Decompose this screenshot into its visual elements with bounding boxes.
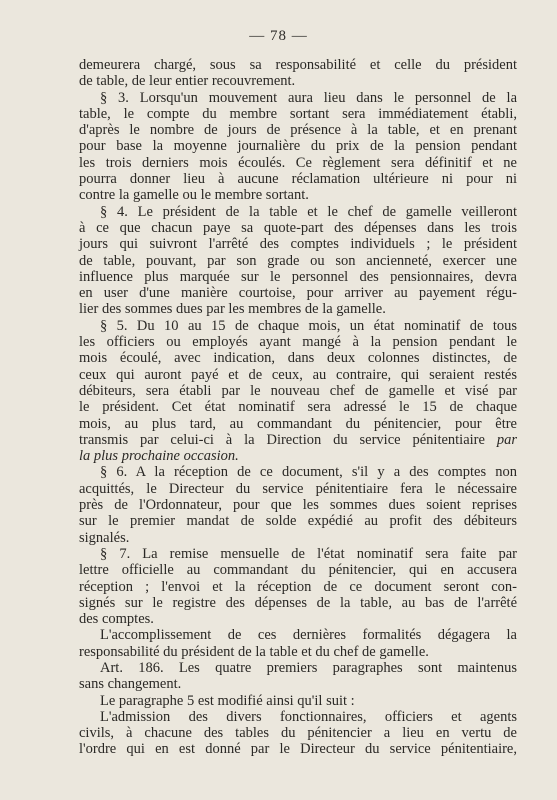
text-line: le président. Cet état nominatif sera adressé le 15 de chaque — [79, 399, 517, 416]
text-line: Le paragraphe 5 est modifié ainsi qu'il suit : — [100, 692, 355, 709]
text-line: mois écoulé, avec indication, dans deux colonnes distinctes, de — [79, 350, 517, 367]
text-line: responsabilité du président de la table et du chef de gamelle. — [79, 643, 429, 660]
text-line: près de l'Ordonnateur, pour que les sommes dues soient reprises — [79, 497, 517, 514]
text-line: sans changement. — [79, 676, 182, 693]
body-text — [79, 57, 517, 758]
text-line: influence plus marquée sur le personnel des pensionnaires, devra — [79, 268, 517, 285]
text-line: § 5. Du 10 au 15 de chaque mois, un état nominatif de tous — [100, 317, 517, 334]
text-line: § 4. Le président de la table et le chef de gamelle veilleront — [100, 203, 517, 220]
text-line: lettre officielle au commandant du pénitencier, qui en accusera — [79, 562, 517, 579]
text-line: les officiers ou employés ayant mangé à la pension pendant le — [79, 334, 517, 351]
text-line: les trois derniers mois écoulés. Ce règlement sera définitif et ne — [79, 154, 517, 171]
text-line: § 6. A la réception de ce document, s'il y a des comptes non — [100, 464, 517, 481]
text-line: d'après le nombre de jours de présence à la table, et en prenant — [79, 122, 517, 139]
text-line: table, le compte du membre sortant sera immédiatement établi, — [79, 105, 517, 122]
text-line: mois, au plus tard, au commandant du pénitencier, pour être — [79, 415, 517, 432]
text-line: civils, à chacune des tables du pénitencier a lieu en vertu de — [79, 725, 517, 742]
text-line: en user d'une manière courtoise, pour arriver au payement régu- — [79, 285, 517, 302]
text-line: L'admission des divers fonctionnaires, officiers et agents — [100, 708, 517, 725]
text-line: L'accomplissement de ces dernières formalités dégagera la — [100, 627, 517, 644]
text-line: contre la gamelle ou le membre sortant. — [79, 187, 309, 204]
text-line: débiteurs, sera établi par le nouveau chef de gamelle et visé par — [79, 382, 517, 399]
text-line: de table, pouvant, par son grade ou son ancienneté, exercer une — [79, 252, 517, 269]
text-line: l'ordre qui en est donné par le Directeur du service pénitentiaire, — [79, 741, 517, 758]
text-line: Art. 186. Les quatre premiers paragraphes sont maintenus — [100, 659, 517, 676]
text-line: sur le premier mandat de solde expédié au profit des débiteurs — [79, 513, 517, 530]
text-line: demeurera chargé, sous sa responsabilité et celle du président — [79, 57, 517, 73]
text-line: pourra donner lieu à aucune réclamation ultérieure ni pour ni — [79, 171, 517, 188]
text-line: § 7. La remise mensuelle de l'état nominatif sera faite par — [100, 545, 517, 562]
text-line: § 3. Lorsqu'un mouvement aura lieu dans le personnel de la — [100, 89, 517, 106]
text-line: acquittés, le Directeur du service pénitentiaire fera le nécessaire — [79, 480, 517, 497]
text-line: signalés. — [79, 529, 130, 546]
page-number: — 78 — — [249, 28, 308, 44]
text-line: lier des sommes dues par les membres de la gamelle. — [79, 301, 386, 318]
text-line: signés sur le registre des dépenses de la table, au bas de l'arrêté — [79, 594, 517, 611]
text-line: jours qui suivront l'arrêté des comptes individuels ; le président — [79, 236, 517, 253]
text-line: à ce que chacun paye sa quote-part des dépenses dans les trois — [79, 219, 517, 236]
text-line: réception ; l'envoi et la réception de ce document seront con- — [79, 578, 517, 595]
text-line: pour base la moyenne journalière du prix de la pension pendant — [79, 138, 517, 155]
text-line: ceux qui auront payé et de ceux, au contraire, qui seraient restés — [79, 366, 517, 383]
text-line: transmis par celui-ci à la Direction du service pénitentiaire par — [79, 431, 517, 448]
text-line: des comptes. — [79, 611, 154, 628]
text-line: de table, de leur entier recouvrement. — [79, 73, 296, 90]
text-line: la plus prochaine occasion. — [79, 448, 239, 465]
